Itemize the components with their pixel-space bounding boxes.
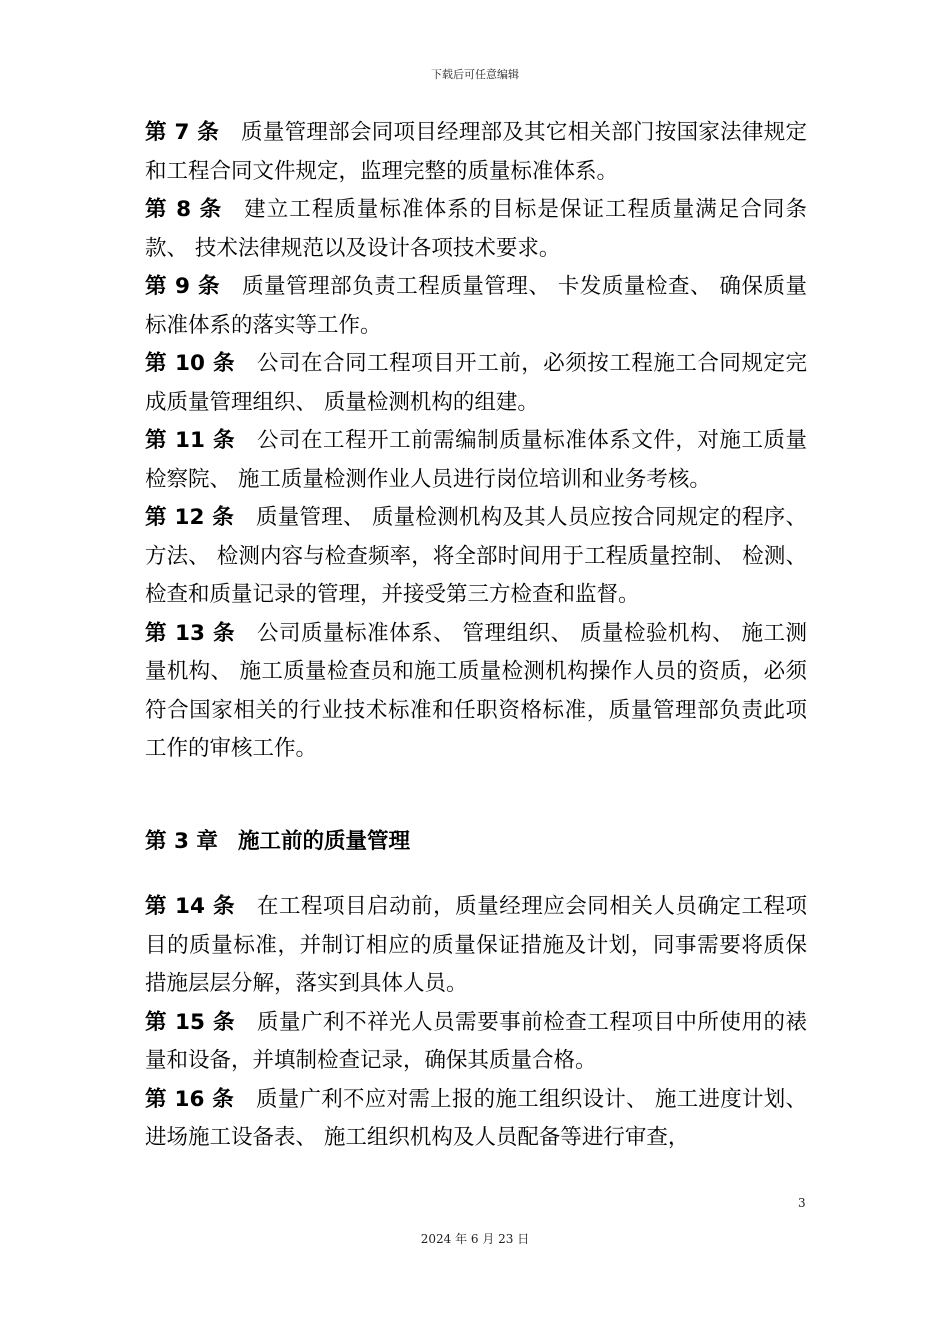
article-9 (145, 268, 807, 345)
article-8 (145, 191, 807, 268)
document-body (145, 114, 807, 1158)
chapter-title: 施工前的质量管理 (237, 828, 410, 854)
chapter-heading (145, 823, 807, 862)
article-text: 质量广利不祥光人员需要事前检查工程项目中所使用的裱量和设备，并填制检查记录，确保其质量合格。 (145, 1009, 807, 1073)
article-number: 第 11 条 (145, 428, 235, 453)
article-13 (145, 615, 807, 769)
article-number: 第 12 条 (145, 505, 234, 530)
article-number: 第 8 条 (145, 197, 223, 222)
chapter-number: 第 3 章 (145, 828, 218, 854)
page-number: 3 (798, 1196, 806, 1210)
article-10 (145, 345, 807, 422)
article-7 (145, 114, 807, 191)
article-text: 质量管理部负责工程质量管理、 卡发质量检查、 确保质量标准体系的落实等工作。 (145, 274, 808, 338)
article-number: 第 14 条 (145, 894, 235, 919)
article-text: 公司在合同工程项目开工前，必须按工程施工合同规定完成质量管理组织、 质量检测机构的组建。 (145, 351, 807, 415)
article-15 (145, 1004, 807, 1081)
article-14 (145, 888, 807, 1004)
article-text: 建立工程质量标准体系的目标是保证工程质量满足合同条款、 技术法律规范以及设计各项技术要求。 (145, 197, 807, 261)
article-number: 第 10 条 (145, 351, 235, 376)
article-12 (145, 499, 807, 615)
footer-date: 2024 年 6 月 23 日 (420, 1232, 530, 1246)
article-number: 第 7 条 (145, 120, 220, 145)
article-11 (145, 422, 807, 499)
article-number: 第 13 条 (145, 620, 235, 646)
article-text: 质量管理部会同项目经理部及其它相关部门按国家法律规定和工程合同文件规定，监理完整的质量标准体系。 (145, 120, 807, 184)
page-header: 下载后可任意编辑 (431, 68, 519, 81)
article-text: 质量管理、 质量检测机构及其人员应按合同规定的程序、 方法、 检测内容与检查频率，将全部时间用于工程质量控制、 检测、 检查和质量记录的管理，并接受第三方检查和监督。 (145, 505, 808, 607)
article-number: 第 15 条 (145, 1009, 235, 1035)
article-text: 在工程项目启动前，质量经理应会同相关人员确定工程项目的质量标准，并制订相应的质量保证措施及计划，同事需要将质保措施层层分解，落实到具体人员。 (145, 894, 807, 996)
article-number: 第 16 条 (145, 1086, 234, 1112)
article-16 (145, 1081, 807, 1158)
article-text: 公司在工程开工前需编制质量标准体系文件，对施工质量检察院、 施工质量检测作业人员进行岗位培训和业务考核。 (145, 428, 807, 492)
article-text: 质量广利不应对需上报的施工组织设计、 施工进度计划、 进场施工设备表、 施工组织机构及人员配备等进行审查， (145, 1086, 808, 1150)
article-number: 第 9 条 (145, 274, 221, 299)
article-text: 公司质量标准体系、 管理组织、 质量检验机构、 施工测量机构、 施工质量检查员和施工质量检测机构操作人员的资质，必须符合国家相关的行业技术标准和任职资格标准，质量管理部负责此项工作的审核工作。 (145, 620, 808, 761)
